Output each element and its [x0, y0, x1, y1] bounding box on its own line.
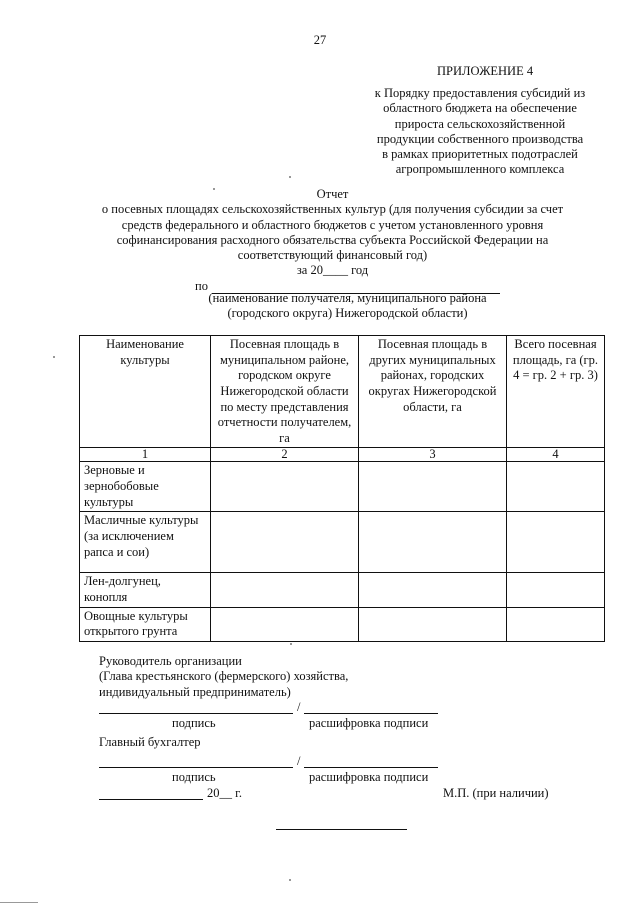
header-area-own-district: Посевная площадь в муниципальном районе, городском округе Нижегородской области по месту представления отчетности получателем, га	[211, 336, 359, 448]
basis-line: в рамках приоритетных подотраслей	[382, 147, 578, 161]
appendix-basis	[340, 86, 620, 178]
accountant-label: Главный бухгалтер	[99, 735, 201, 749]
header-area-other-districts: Посевная площадь в других муниципальных районах, городских округах Нижегородской области, га	[359, 336, 507, 448]
area-other-districts-cell[interactable]	[359, 512, 507, 573]
column-number: 1	[80, 448, 211, 462]
sown-area-table	[79, 335, 605, 642]
table-header-row	[80, 336, 605, 448]
scan-speck	[289, 176, 291, 178]
signature-caption: подпись	[172, 770, 216, 784]
area-other-districts-cell[interactable]	[359, 462, 507, 512]
table-row	[80, 512, 605, 573]
accountant-signature-line[interactable]	[99, 767, 293, 768]
report-heading	[60, 187, 605, 279]
area-total-cell[interactable]	[507, 607, 605, 641]
report-subtitle-line: о посевных площадях сельскохозяйственных культур (для получения субсидии за счет	[101, 202, 564, 217]
table-row	[80, 573, 605, 607]
signature-separator: /	[297, 700, 301, 714]
report-subtitle-line: соответствующий финансовый год)	[237, 248, 428, 262]
area-own-district-cell[interactable]	[211, 573, 359, 607]
po-label: по	[195, 279, 208, 293]
basis-line: агропромышленного комплекса	[395, 162, 565, 177]
appendix-title: ПРИЛОЖЕНИЕ 4	[437, 64, 534, 78]
area-total-cell[interactable]	[507, 573, 605, 607]
column-number-row	[80, 448, 605, 462]
head-label-line: индивидуальный предприниматель)	[99, 684, 291, 699]
column-number: 2	[211, 448, 359, 462]
column-number: 4	[507, 448, 605, 462]
recipient-note-line: (наименование получателя, муниципального района	[208, 291, 487, 305]
head-label-line: (Глава крестьянского (фермерского) хозяйства,	[99, 669, 349, 684]
area-other-districts-cell[interactable]	[359, 607, 507, 641]
report-subtitle-line: средств федерального и областного бюджетов с учетом установленного уровня	[121, 217, 544, 232]
basis-line: к Порядку предоставления субсидий из	[374, 86, 586, 100]
footer-line	[276, 829, 407, 830]
area-other-districts-cell[interactable]	[359, 573, 507, 607]
scan-speck	[289, 879, 291, 881]
report-subtitle-line: софинансирования расходного обязательства субъекта Российской Федерации на	[116, 232, 549, 247]
report-title: Отчет	[316, 187, 349, 201]
basis-line: областного бюджета на обеспечение	[383, 101, 577, 116]
date-blank-line[interactable]	[99, 799, 203, 800]
head-signature-label	[99, 654, 348, 700]
basis-line: прироста сельскохозяйственной	[394, 116, 566, 131]
header-area-total: Всего посевная площадь, га (гр. 4 = гр. 2 + гр. 3)	[507, 336, 605, 448]
table-row	[80, 462, 605, 512]
recipient-note	[180, 291, 515, 322]
scan-edge-mark	[0, 902, 38, 903]
column-number: 3	[359, 448, 507, 462]
crop-name: Лен-долгунец, конопля	[80, 573, 211, 607]
area-own-district-cell[interactable]	[211, 462, 359, 512]
area-total-cell[interactable]	[507, 512, 605, 573]
head-label-line: Руководитель организации	[99, 654, 242, 668]
area-total-cell[interactable]	[507, 462, 605, 512]
scan-speck	[213, 188, 215, 190]
area-own-district-cell[interactable]	[211, 512, 359, 573]
crop-name: Зерновые и зернобобовые культуры	[80, 462, 211, 512]
decode-caption: расшифровка подписи	[309, 716, 429, 730]
header-crop-name: Наименование культуры	[80, 336, 211, 448]
decode-caption: расшифровка подписи	[309, 770, 429, 784]
crop-name: Масличные культуры (за исключением рапса и сои)	[80, 512, 211, 573]
crop-name: Овощные культуры открытого грунта	[80, 607, 211, 641]
signature-separator: /	[297, 754, 301, 768]
area-own-district-cell[interactable]	[211, 607, 359, 641]
report-year-line: за 20____ год	[296, 263, 369, 278]
table-row	[80, 607, 605, 641]
scan-speck	[53, 356, 55, 358]
date-suffix: 20__ г.	[207, 786, 242, 800]
head-signature-line[interactable]	[99, 713, 293, 714]
accountant-decode-line[interactable]	[304, 767, 438, 768]
recipient-note-line: (городского округа) Нижегородской области)	[227, 306, 468, 321]
stamp-label: М.П. (при наличии)	[443, 786, 549, 800]
basis-line: продукции собственного производства	[376, 131, 584, 146]
scan-speck	[290, 643, 292, 645]
page-number: 27	[313, 33, 327, 47]
head-decode-line[interactable]	[304, 713, 438, 714]
signature-caption: подпись	[172, 716, 216, 730]
